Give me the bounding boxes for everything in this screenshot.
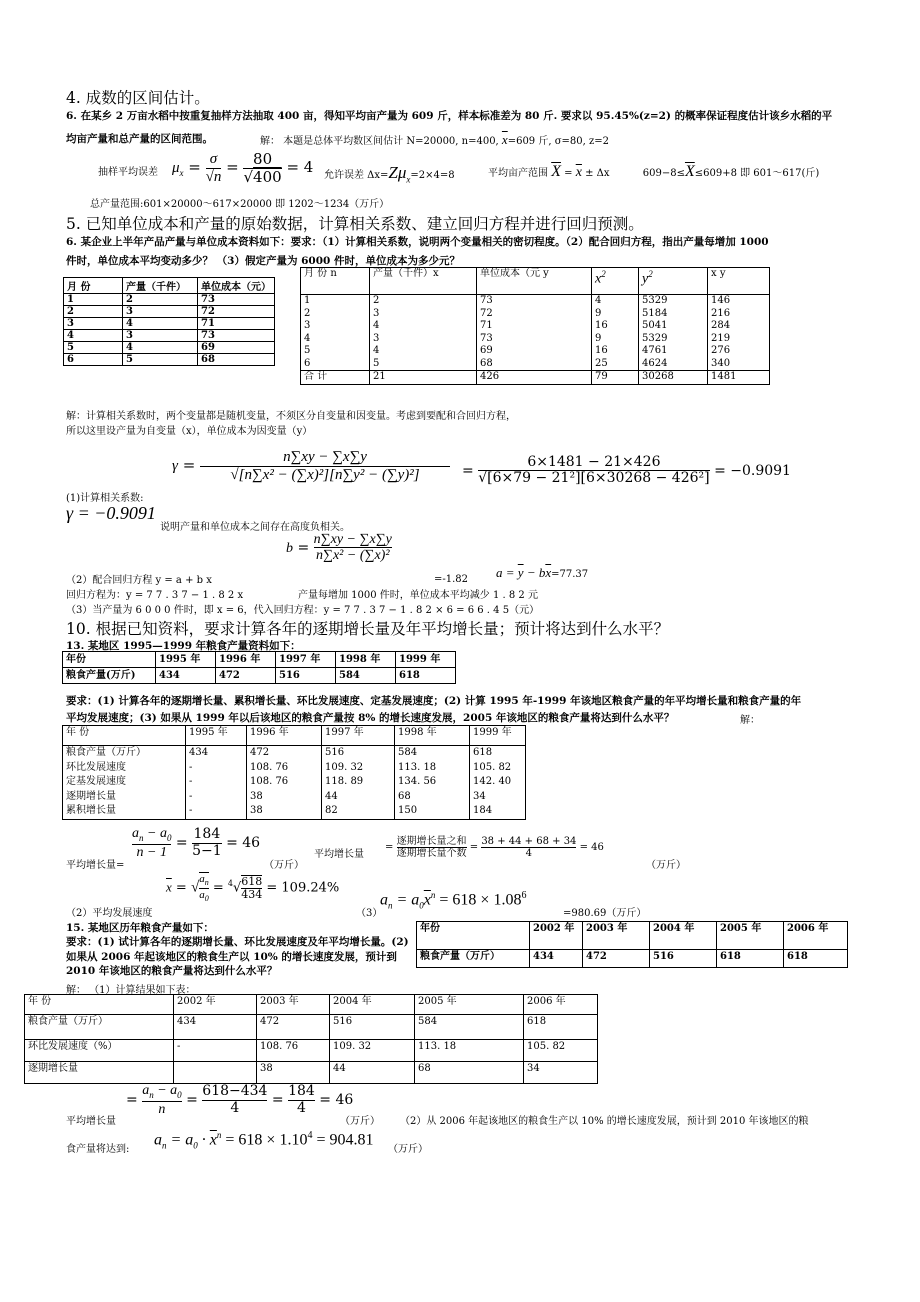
part3-formula: $a_n = a_0\overline{x}^n = 618 \times 1.08^6$: [380, 890, 527, 911]
q13-requirement-1: 要求：(1) 计算各年的逐期增长量、累积增长量、环比发展速度、定基发展速度；(2) 计算 1995 年-1999 年该地区粮食产量的年平均增长量和粮食产量的年: [66, 695, 802, 707]
avg-speed-label: （2）平均发展速度: [66, 908, 153, 919]
q15-avg-growth-formula: = $\frac{a_n - a_0}{n}$ = $\frac{618-434}{4}$ = $\frac{184}{4}$ = 46: [126, 1083, 354, 1117]
q6-text-2: 均亩产量和总产量的区间范围。: [66, 133, 213, 145]
q15-part2-text-2: 食产量将达到:: [66, 1144, 130, 1155]
regression-label: （2）配合回归方程 y = a + b x: [66, 575, 212, 586]
sampling-error-label: 抽样平均误差: [98, 167, 158, 178]
q13-requirement-2: 平均发展速度；(3) 如果从 1999 年以后该地区的粮食产量按 8% 的增长速度发展，2005 年该地区的粮食产量将达到什么水平？: [66, 712, 675, 724]
grain-2002-calc-table: 年 份 2002 年 2003 年 2004 年 2005 年 2006 年 粮食产量（万斤） 434 472 516 584 618 环比发展速度（%） - 108. 76 109. 32 113. 18 105. 82 逐期增长量 38 44 68 34: [24, 994, 598, 1084]
section-10-title: 10. 根据已知资料，要求计算各年的逐期增长量及年平均增长量；预计将达到什么水平？: [66, 620, 670, 638]
avg-growth-formula: $\frac{a_n - a_0}{n - 1}$ = $\frac{184}{5-1}$ = 46: [132, 826, 261, 860]
q6-solution: 解： 本题是总体平均数区间估计 N=20000, n=400, $\overline{x}=609$ 斤, σ=80, z=2: [260, 132, 610, 147]
intercept-formula: $a = \overline{y} - b\overline{x}=77.37$: [496, 565, 589, 580]
correlation-value: γ = −0.9091: [66, 503, 156, 523]
part3-value: =980.69（万斤）: [563, 908, 647, 919]
sampling-error-formula: $\mu_x$ = $\frac{\sigma}{√n}$ = $\frac{80}{√400}$ = 4: [172, 150, 314, 186]
correlation-formula: γ = $\frac{n\sum xy - \sum x\sum y}{\text{√[n∑x² − (∑x)²][n∑y² − (∑y)²]}}$: [172, 449, 450, 483]
slope-value: =-1.82: [434, 574, 469, 585]
cost-data-table: 月 份 产量（千件） 单位成本（元） 1 2 73 2 3 72 3 4 71 4 3 73 5 4 69 6 5 68: [63, 277, 275, 366]
solution-text-1: 解：计算相关系数时，两个变量都是随机变量，不须区分自变量和因变量。考虑到要配和合回归方程，: [66, 411, 516, 422]
q15-part2-unit: （万斤）: [388, 1144, 428, 1155]
q15-title: 15. 某地区历年粮食产量如下：: [66, 922, 214, 934]
grain-1995-table: 年份 1995 年 1996 年 1997 年 1998 年 1999 年 粮食产量(万斤) 434 472 516 584 618: [62, 651, 456, 684]
q13-text: 13. 某地区 1995—1999 年粮食产量资料如下：: [66, 640, 301, 652]
q6-text: 6. 在某乡 2 万亩水稻中按重复抽样方法抽取 400 亩，得知平均亩产量为 609 斤，样本标准差为 80 斤. 要求以 95.45%(z=2) 的概率保证程度估计该乡水稻的平: [66, 110, 833, 122]
grain-2002-table: 年份 2002 年 2003 年 2004 年 2005 年 2006 年 粮食产量（万斤） 434 472 516 618 618: [416, 921, 848, 968]
correlation-note: 说明产量和单位成本之间存在高度负相关。: [160, 522, 350, 533]
slope-formula: b = $\frac{n\sum xy - \sum x\sum y}{\text{n∑x² − (∑x)²}}$: [286, 532, 392, 564]
section-4-title: 4. 成数的区间估计。: [66, 89, 210, 107]
q15-part2-formula: $a_n = a_0 \cdot \overline{x}^n = 618 \times 1.10^4 = 904.81$: [154, 1130, 374, 1151]
q6-correlation-2: 件时，单位成本平均变动多少？ （3）假定产量为 6000 件时，单位成本为多少元？: [66, 255, 460, 267]
q6-correlation: 6. 某企业上半年产品产量与单位成本资料如下：要求：（1）计算相关系数，说明两个变量相关的密切程度。（2）配合回归方程，指出产量每增加 1000: [66, 236, 769, 248]
regression-equation: 回归方程为：y = 7 7 . 3 7 − 1 . 8 2 x: [66, 590, 244, 601]
average-range: 平均亩产范围 $\overline{X} = \overline{x} \pm \Delta x$ $609-8\le\overline{X}\le 609+8$ 即 601～617(斤): [488, 163, 820, 180]
q15-part2-text: （2）从 2006 年起该地区的粮食生产以 10% 的增长速度发展，预计到 2010 年该地区的粮: [400, 1116, 809, 1127]
total-range: 总产量范围:601×20000～617×20000 即 1202～1234（万斤）: [90, 199, 390, 210]
part3-label: （3）: [356, 908, 383, 919]
avg-growth-formula-2: = $\frac{\text{逐期增长量之和}}{\text{逐期增长量个数}}$ = $\frac{38 + 44 + 68 + 34}{4}$ = 46: [385, 836, 604, 859]
correlation-calc: = $\frac{6\times 1481 - 21\times 426}{\text{√[6×79 − 21²][6×30268 − 426²]}}$ = −0.9091: [462, 454, 791, 487]
q15-avg-growth-label: 平均增长量: [66, 1116, 116, 1127]
avg-growth-unit-2: （万斤）: [646, 860, 686, 871]
avg-growth-label: 平均增长量=: [66, 860, 125, 871]
regression-note: 产量每增加 1000 件时，单位成本平均减少 1 . 8 2 元: [298, 590, 538, 601]
solution-text-2: 所以这里设产量为自变量（x），单位成本为因变量（y）: [66, 426, 313, 437]
allowed-error: 允许误差 $\Delta x=Z\mu_x=2\times 4=8$: [324, 163, 455, 185]
q13-solution-label: 解：: [740, 715, 760, 726]
q15-solution: 解： （1）计算结果如下表：: [66, 985, 196, 996]
avg-growth-unit: （万斤）: [264, 860, 304, 871]
grain-1995-calc-table: 年 份 1995 年 1996 年 1997 年 1998 年 1999 年 粮食产量（万斤） 环比发展速度 定基发展速度 逐期增长量 累积增长量 434 - - - - 472 108. 76 108. 76 38 38 516 109. 32 118. 89 44 82 584 113. 18 134. 56 68 150 618 105. 82 142. 40 34 184: [62, 725, 526, 820]
correlation-label: (1)计算相关系数:: [66, 493, 144, 504]
prediction: （3）当产量为 6 0 0 0 件时，即 x = 6，代入回归方程：y = 7 7 . 3 7 − 1 . 8 2 × 6 = 6 6 . 4 5（元）: [66, 605, 540, 616]
q15-avg-growth-unit: （万斤）: [340, 1116, 380, 1127]
section-5-title: 5. 已知单位成本和产量的原始数据，计算相关系数、建立回归方程并进行回归预测。: [66, 215, 644, 233]
avg-speed-formula: $\overline{x}$ = √ $\frac{a_n}{a_0}$ = $^4$√ $\frac{618}{434}$ = 109.24%: [166, 873, 340, 904]
avg-growth-label-2: 平均增长量: [314, 849, 364, 860]
correlation-calc-table: 月 份 n 产量（千件）x 单位成本（元 y $x^2$ $y^2$ x y 1 2 73 4 5329 146 2 3 72 9 5184 216 3 4 71 16 5041 284 4 3 73 9 5329 219 5 4 69 16 4761 276 6 5 68 25 4624 340 合 计 21 426 79 30268 1481: [300, 267, 770, 385]
q15-requirements: 要求：(1) 试计算各年的逐期增长量、环比发展速度及年平均增长量。(2) 如果从 2006 年起该地区的粮食生产以 10% 的增长速度发展，预计到 2010 年该地区的粮食产量将达到什么水平？: [66, 936, 409, 977]
